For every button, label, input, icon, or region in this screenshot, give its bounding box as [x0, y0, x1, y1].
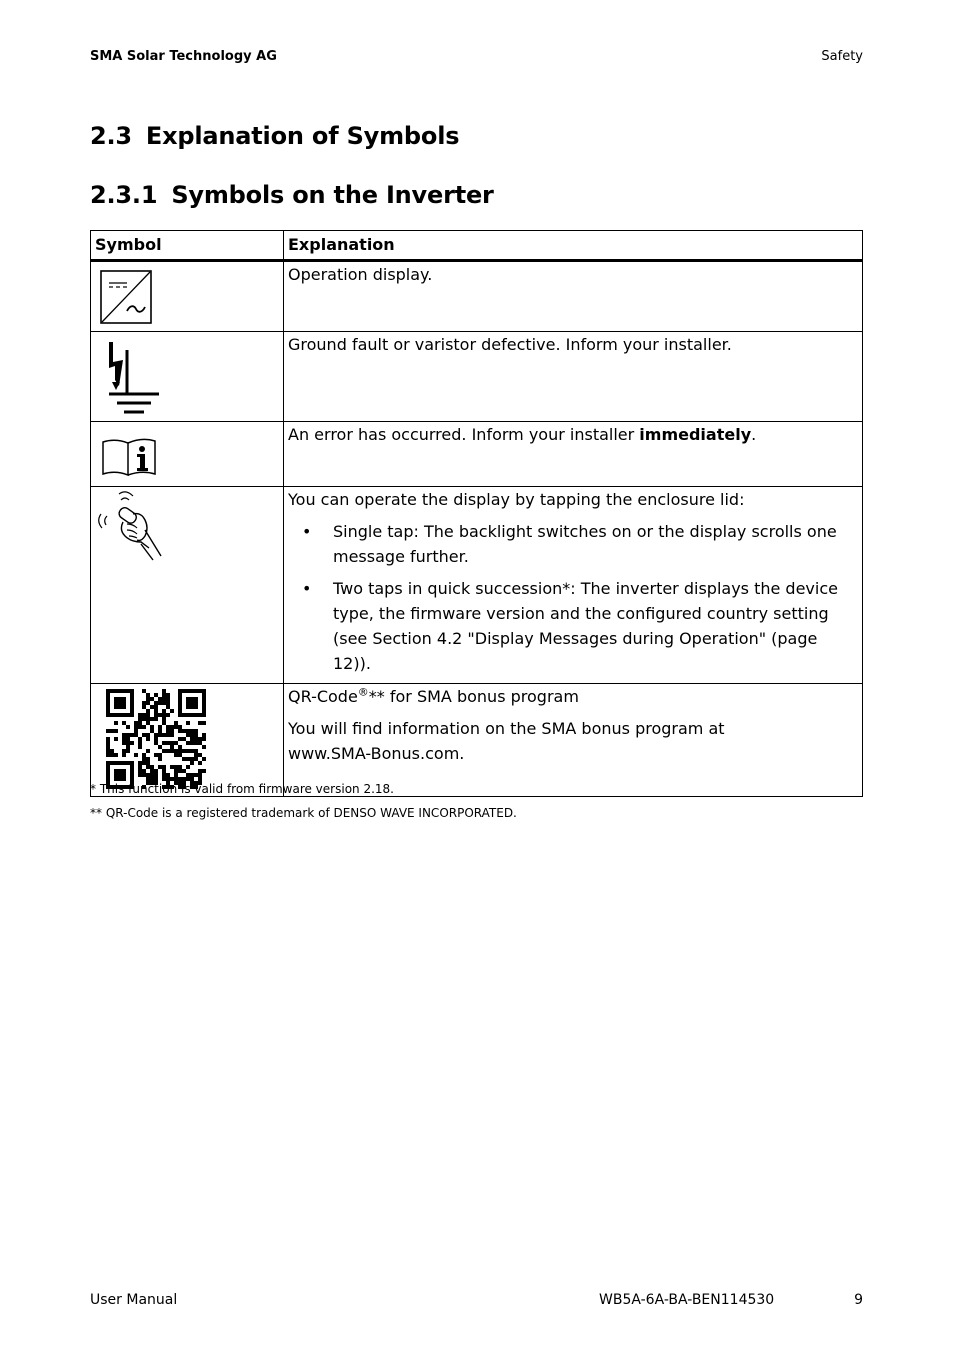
- list-item: [288, 519, 858, 569]
- manual-info-icon: [100, 434, 160, 478]
- ground-fault-icon: [101, 336, 165, 420]
- bullet-dot: •: [302, 522, 312, 541]
- footer-document-type: User Manual: [90, 1292, 178, 1308]
- table-row: [91, 261, 863, 332]
- section-number: 2.3: [90, 122, 132, 150]
- footnote-qr-trademark: ** QR-Code is a registered trademark of DENSO WAVE INCORPORATED.: [90, 806, 517, 820]
- table-row: [91, 422, 863, 487]
- registered-mark: ®: [357, 685, 369, 699]
- explanation-text: Operation display.: [288, 265, 433, 284]
- table-row: [91, 487, 863, 684]
- explanation-text: Ground fault or varistor defective. Inform your installer.: [288, 335, 732, 354]
- col-header-explanation: Explanation: [284, 231, 863, 261]
- bullet-text: Single tap: The backlight switches on or the display scrolls one message further.: [333, 522, 837, 566]
- tap-intro: You can operate the display by tapping the enclosure lid:: [288, 490, 745, 509]
- bullet-text: Two taps in quick succession*: The inverter displays the device type, the firmware version and the configured country setting: [333, 579, 838, 623]
- explanation-cell: [284, 261, 863, 332]
- symbols-table: [90, 230, 863, 797]
- qr-code-icon: [106, 689, 206, 789]
- header-chapter: Safety: [821, 49, 863, 64]
- footer-document-id: WB5A-6A-BA-BEN114530: [599, 1292, 775, 1308]
- explanation-cell: [284, 422, 863, 487]
- tap-hand-icon: [97, 490, 167, 562]
- table-row: [91, 684, 863, 797]
- qr-line2: You will find information on the SMA bonus program at www.SMA-Bonus.com.: [288, 719, 725, 763]
- section-title: Explanation of Symbols: [145, 122, 460, 150]
- qr-line1: [288, 684, 858, 709]
- subsection-title: Symbols on the Inverter: [171, 181, 494, 209]
- explanation-text: An error has occurred. Inform your installer: [288, 425, 640, 444]
- symbol-cell: [91, 684, 284, 797]
- table-row: [91, 332, 863, 422]
- bullet-text-reference: (see Section 4.2 "Display Messages during Operation" (page 12)).: [333, 629, 818, 673]
- section-heading: [90, 122, 459, 150]
- footer-page-number: 9: [854, 1292, 863, 1308]
- dc-ac-converter-icon: [98, 268, 154, 328]
- tap-bullet-list: [288, 519, 858, 676]
- emphasis-immediately: immediately: [639, 425, 752, 444]
- col-header-symbol: Symbol: [91, 231, 284, 261]
- qr-text: QR-Code: [288, 687, 358, 706]
- symbol-cell: [91, 422, 284, 487]
- header-company: SMA Solar Technology AG: [90, 49, 277, 64]
- footnote-firmware: * This function is valid from firmware version 2.18.: [90, 782, 394, 796]
- subsection-number: 2.3.1: [90, 181, 158, 209]
- explanation-cell: [284, 684, 863, 797]
- symbol-cell: [91, 261, 284, 332]
- explanation-text-end: .: [751, 425, 757, 444]
- qr-text-rest: ** for SMA bonus program: [368, 687, 579, 706]
- explanation-cell: [284, 487, 863, 684]
- symbol-cell: [91, 332, 284, 422]
- bullet-dot: •: [302, 579, 312, 598]
- symbol-cell: [91, 487, 284, 684]
- list-item: [288, 576, 858, 676]
- explanation-cell: [284, 332, 863, 422]
- subsection-heading: [90, 181, 494, 209]
- table-header-row: [91, 231, 863, 261]
